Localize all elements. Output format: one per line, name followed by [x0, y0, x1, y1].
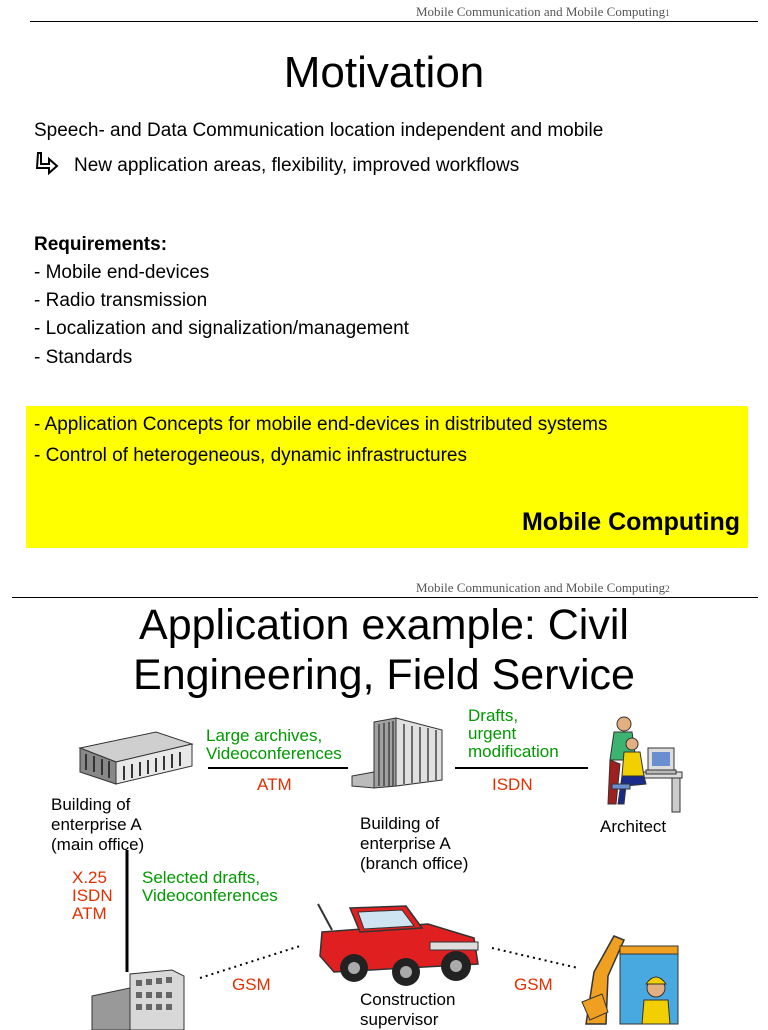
requirement-item: - Radio transmission: [34, 290, 208, 311]
slide1-title: Motivation: [283, 48, 485, 97]
main-office-label: Building of enterprise A (main office): [51, 795, 145, 854]
architect-at-desk-icon: [596, 714, 686, 814]
requirements-heading: Requirements:: [34, 234, 168, 255]
branch-office-label: Building of enterprise A (branch office): [360, 814, 469, 873]
slide1-bullet-line: New application areas, flexibility, improved workflows: [74, 155, 520, 176]
slide2-page-number: 2: [665, 584, 670, 594]
pickup-truck-icon: [310, 902, 486, 988]
link3-tech-label: X.25 ISDN ATM: [72, 868, 113, 923]
slide1-header: Mobile Communication and Mobile Computing1: [416, 4, 670, 19]
requirement-item: - Localization and signalization/management: [34, 318, 409, 339]
site-office-building-icon: [90, 970, 186, 1030]
link1-tech-label: ATM: [257, 775, 292, 794]
branch-office-tower-icon: [350, 716, 446, 790]
link2-tech-label: ISDN: [492, 775, 533, 794]
mobile-computing-label: Mobile Computing: [521, 508, 740, 536]
main-office-building-icon: [76, 722, 194, 786]
requirement-item: - Mobile end-devices: [34, 262, 210, 283]
slide2-header: Mobile Communication and Mobile Computing2: [416, 580, 670, 595]
link2-content-label: Drafts, urgent modification: [468, 706, 559, 761]
slide2-title-line: Engineering, Field Service: [133, 651, 635, 699]
slide1-page-number: 1: [665, 8, 670, 18]
gsm-left-label: GSM: [232, 975, 271, 994]
link1-content-label: Large archives, Videoconferences: [206, 726, 342, 763]
highlight-item: - Application Concepts for mobile end-devices in distributed systems: [34, 414, 608, 435]
architect-label: Architect: [600, 817, 667, 836]
link3-content-label: Selected drafts, Videoconferences: [142, 868, 278, 905]
requirement-item: - Standards: [34, 347, 133, 368]
construction-supervisor-label: Construction supervisor: [360, 990, 456, 1029]
highlight-item: - Control of heterogeneous, dynamic infrastructures: [34, 445, 467, 466]
gsm-right-label: GSM: [514, 975, 553, 994]
excavator-worker-icon: [580, 932, 680, 1024]
slide1-intro-line: Speech- and Data Communication location independent and mobile: [34, 120, 604, 141]
slide2-title-line: Application example: Civil: [139, 601, 629, 649]
